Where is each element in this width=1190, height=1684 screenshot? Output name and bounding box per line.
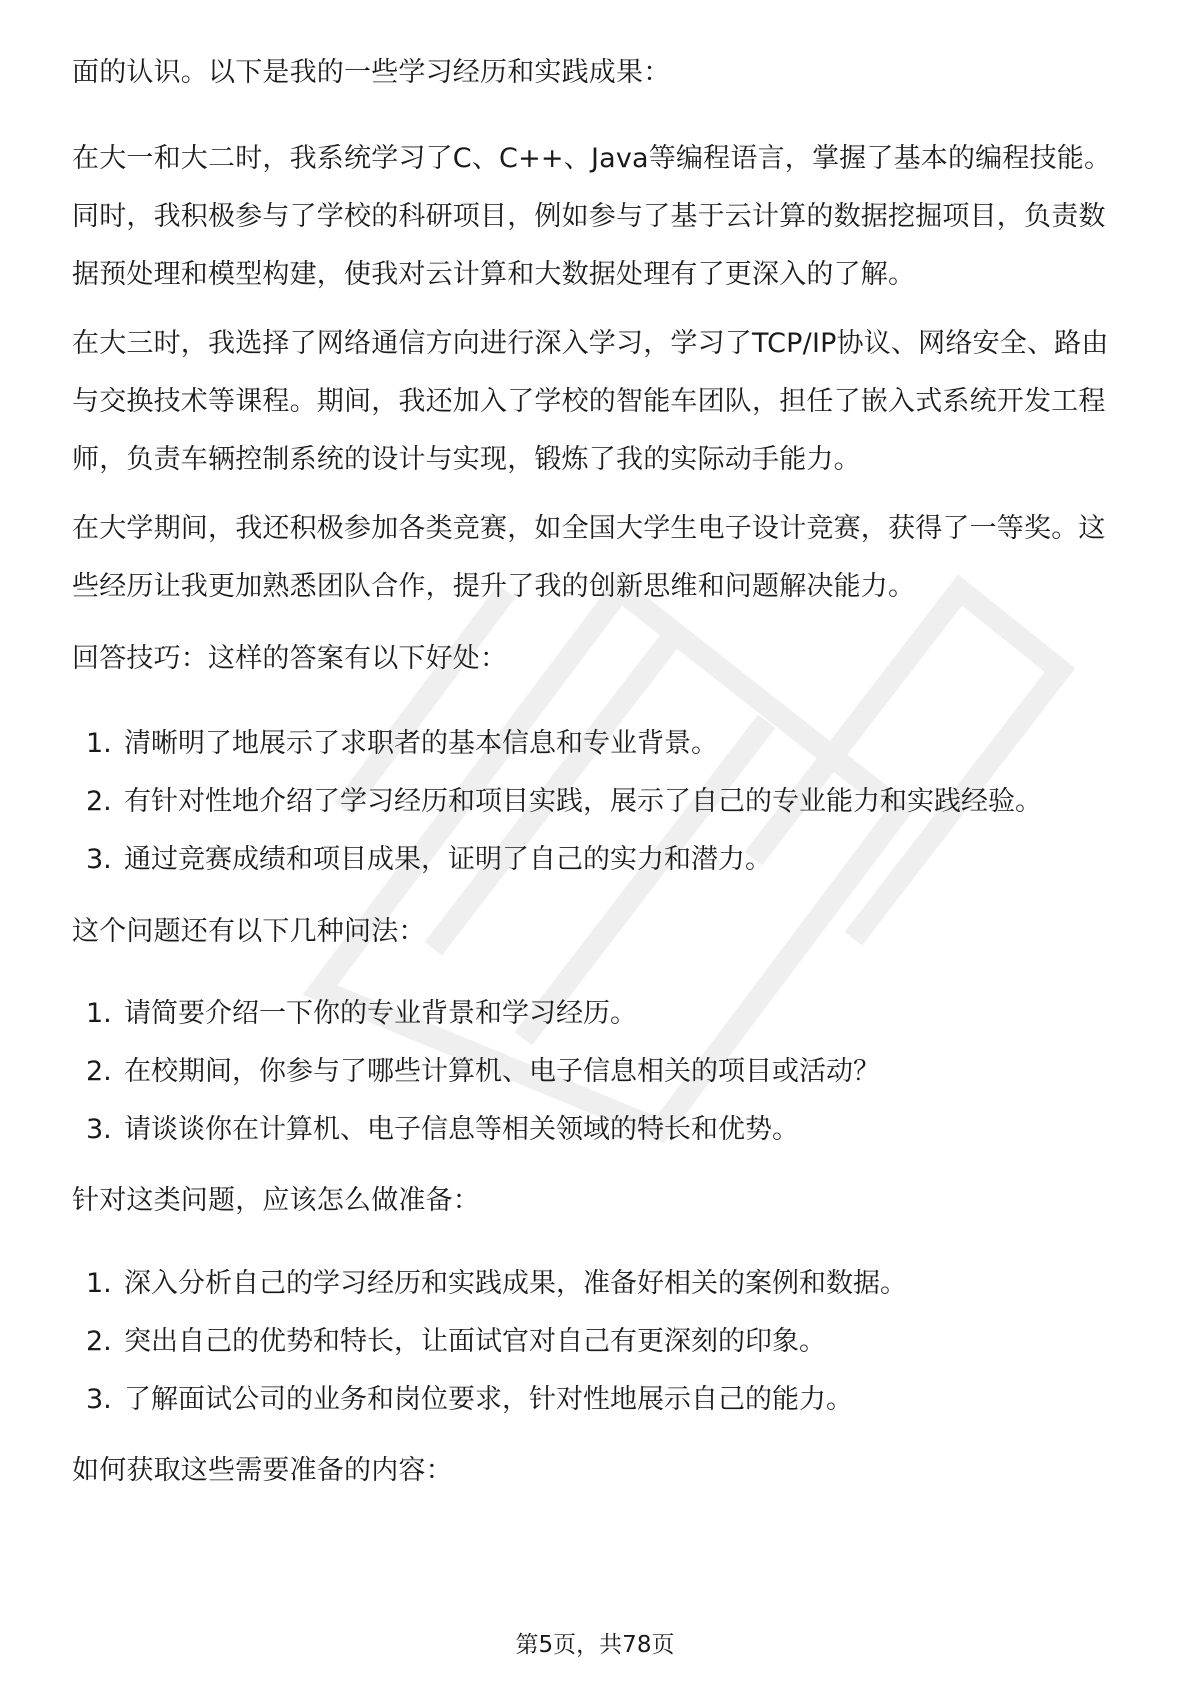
paragraph-year1-2: 在大一和大二时，我系统学习了C、C++、Java等编程语言，掌握了基本的编程技能。同时，我积极参与了学校的科研项目，例如参与了基于云计算的数据挖掘项目，负责数据预处理和模型构建，使我对云计算和大数据处理有了更深入的了解。 — [72, 143, 1112, 290]
list-number: 2. — [86, 1056, 112, 1087]
paragraph-year3: 在大三时，我选择了网络通信方向进行深入学习，学习了TCP/IP协议、网络安全、路由与交换技术等课程。期间，我还加入了学校的智能车团队，担任了嵌入式系统开发工程师，负责车辆控制系统的设计与实现，锻炼了我的实际动手能力。 — [72, 328, 1109, 475]
list-number: 1. — [86, 998, 112, 1029]
list-item-text: 了解面试公司的业务和岗位要求，针对性地展示自己的能力。 — [124, 1384, 853, 1415]
list-item — [72, 831, 1122, 889]
paragraph-intro-tail: 面的认识。以下是我的一些学习经历和实践成果： — [72, 57, 671, 88]
heading-question-variants: 这个问题还有以下几种问法： — [72, 916, 426, 947]
list-number: 2. — [86, 786, 112, 817]
list-question-variants — [72, 985, 1122, 1159]
heading-preparation: 针对这类问题，应该怎么做准备： — [72, 1185, 480, 1216]
list-number: 1. — [86, 1268, 112, 1299]
list-item — [72, 1313, 1122, 1371]
list-item-text: 突出自己的优势和特长，让面试官对自己有更深刻的印象。 — [124, 1326, 826, 1357]
heading-how-to-obtain: 如何获取这些需要准备的内容： — [72, 1455, 453, 1486]
list-number: 2. — [86, 1326, 112, 1357]
list-item-text: 请简要介绍一下你的专业背景和学习经历。 — [124, 998, 637, 1029]
page-footer: 第5页，共78页 — [515, 1632, 675, 1658]
list-item-text: 有针对性地介绍了学习经历和项目实践，展示了自己的专业能力和实践经验。 — [124, 786, 1042, 817]
list-preparation — [72, 1255, 1122, 1429]
heading-answer-tips: 回答技巧：这样的答案有以下好处： — [72, 643, 508, 674]
list-number: 3. — [86, 1384, 112, 1415]
list-item-text: 请谈谈你在计算机、电子信息等相关领域的特长和优势。 — [124, 1114, 799, 1145]
list-item — [72, 1043, 1122, 1101]
list-item — [72, 985, 1122, 1043]
list-item — [72, 1371, 1122, 1429]
list-item — [72, 1255, 1122, 1313]
list-answer-tips — [72, 715, 1122, 889]
list-item-text: 在校期间，你参与了哪些计算机、电子信息相关的项目或活动？ — [124, 1056, 880, 1087]
list-number: 1. — [86, 728, 112, 759]
list-item-text: 清晰明了地展示了求职者的基本信息和专业背景。 — [124, 728, 718, 759]
list-item — [72, 773, 1122, 831]
list-number: 3. — [86, 1114, 112, 1145]
list-item — [72, 715, 1122, 773]
list-item-text: 通过竞赛成绩和项目成果，证明了自己的实力和潜力。 — [124, 844, 772, 875]
paragraph-competitions: 在大学期间，我还积极参加各类竞赛，如全国大学生电子设计竞赛，获得了一等奖。这些经历让我更加熟悉团队合作，提升了我的创新思维和问题解决能力。 — [72, 513, 1106, 602]
list-number: 3. — [86, 844, 112, 875]
list-item — [72, 1101, 1122, 1159]
list-item-text: 深入分析自己的学习经历和实践成果，准备好相关的案例和数据。 — [124, 1268, 907, 1299]
